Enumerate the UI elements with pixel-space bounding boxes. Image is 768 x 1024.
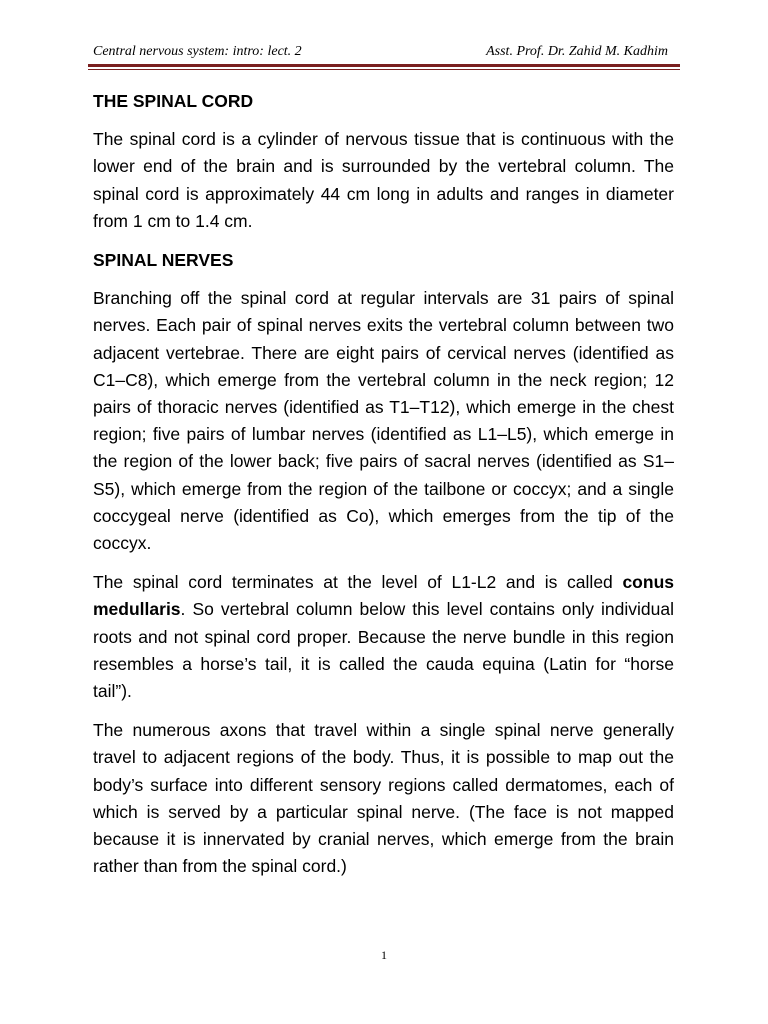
section-title-spinal-cord: THE SPINAL CORD bbox=[93, 91, 254, 111]
header-rule-thick bbox=[88, 64, 680, 67]
header-lecture-title: Central nervous system: intro: lect. 2 bbox=[93, 44, 302, 59]
paragraph-conus-text-after: . So vertebral column below this level contains only individual roots and not spinal cord proper. Because the nerve bundle in this region resembles a horse’s tail, it is called the cauda equina (Latin for “horse tail”). bbox=[93, 599, 674, 702]
paragraph-conus-medullaris bbox=[93, 569, 674, 705]
paragraph-spinal-cord-intro: The spinal cord is a cylinder of nervous tissue that is continuous with the lower end of the brain and is surrounded by the vertebral column. The spinal cord is approximately 44 cm long in adults and ranges in diameter from 1 cm to 1.4 cm. bbox=[93, 129, 674, 231]
header-rule-thin bbox=[88, 69, 680, 70]
term-conus-medullaris: conus medullaris bbox=[93, 572, 674, 620]
paragraph-spinal-nerves-pairs: Branching off the spinal cord at regular intervals are 31 pairs of spinal nerves. Each pair of spinal nerves exits the vertebral column between two adjacent vertebrae. There are eight pairs of cervical nerves (identified as C1–C8), which emerge from the vertebral column in the neck region; 12 pairs of thoracic nerves (identified as T1–T12), which emerge in the chest region; five pairs of lumbar nerves (identified as L1–L5), which emerge in the region of the lower back; five pairs of sacral nerves (identified as S1–S5), which emerge from the region of the tailbone or coccyx; and a single coccygeal nerve (identified as Co), which emerges from the tip of the coccyx. bbox=[93, 288, 674, 554]
header-author: Asst. Prof. Dr. Zahid M. Kadhim bbox=[486, 44, 668, 59]
page-header bbox=[93, 42, 678, 62]
paragraph-conus-text-before: The spinal cord terminates at the level of L1-L2 and is called bbox=[93, 572, 623, 593]
document-body bbox=[93, 88, 674, 880]
section-title-spinal-nerves: SPINAL NERVES bbox=[93, 250, 234, 271]
paragraph-dermatomes: The numerous axons that travel within a single spinal nerve generally travel to adjacent regions of the body. Thus, it is possible to map out the body’s surface into different sensory regions called dermatomes, each of which is served by a particular spinal nerve. (The face is not mapped because it is innervated by cranial nerves, which emerge from the brain rather than from the spinal cord.) bbox=[93, 720, 674, 877]
page-number: 1 bbox=[381, 948, 387, 962]
